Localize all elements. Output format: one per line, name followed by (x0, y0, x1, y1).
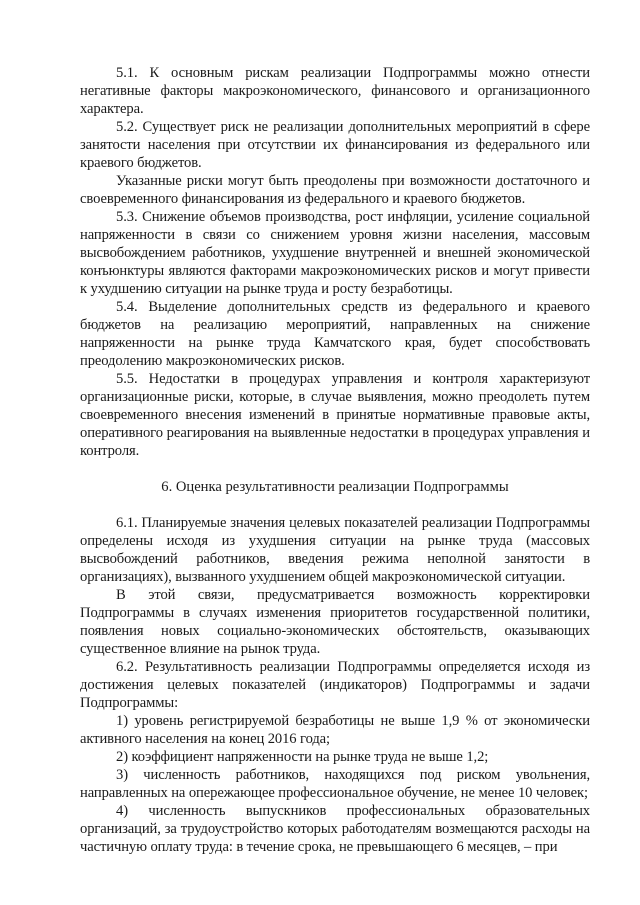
paragraph-risks-overcome: Указанные риски могут быть преодолены при возможности достаточного и своевременного финансирования из федерального и краевого бюджетов. (80, 173, 590, 207)
paragraph-adjustment: В этой связи, предусматривается возможность корректировки Подпрограммы в случаях изменения приоритетов государственной политики, появления новых социально-экономических обстоятельств, оказывающих существенное влияние на рынок труда. (80, 587, 590, 657)
paragraph-5-5: 5.5. Недостатки в процедурах управления и контроля характеризуют организационные риски, которые, в случае выявления, можно преодолеть путем своевременного внесения изменений в принятые нормативные правовые акты, оперативного реагирования на выявленные недостатки в процедурах управления и контроля. (80, 371, 590, 459)
paragraph-5-1: 5.1. К основным рискам реализации Подпрограммы можно отнести негативные факторы макроэкономического, финансового и организационного характера. (80, 65, 590, 117)
list-item-1: 1) уровень регистрируемой безработицы не выше 1,9 % от экономически активного населения на конец 2016 года; (80, 713, 590, 747)
document-body (80, 64, 590, 856)
paragraph-5-3: 5.3. Снижение объемов производства, рост инфляции, усиление социальной напряженности в связи со снижением уровня жизни населения, массовым высвобождением работников, ухудшение внутренней и внешней экономической конъюнктуры являются факторами макроэкономических рисков и могут привести к ухудшению ситуации на рынке труда и росту безработицы. (80, 209, 590, 297)
list-item-3: 3) численность работников, находящихся под риском увольнения, направленных на опережающее профессиональное обучение, не менее 10 человек; (80, 767, 590, 801)
paragraph-6-1: 6.1. Планируемые значения целевых показателей реализации Подпрограммы определены исходя из ухудшения ситуации на рынке труда (массовых высвобождений работников, введения режима неполной занятости в организациях), вызванного ухудшением общей макроэкономической ситуации. (80, 515, 590, 585)
paragraph-5-4: 5.4. Выделение дополнительных средств из федерального и краевого бюджетов на реализацию мероприятий, направленных на снижение напряженности на рынке труда Камчатского края, будет способствовать преодолению макроэкономических рисков. (80, 299, 590, 369)
list-item-4: 4) численность выпускников профессиональных образовательных организаций, за трудоустройство которых работодателям возмещаются расходы на частичную оплату труда: в течение срока, не превышающего 6 месяцев, – при (80, 803, 590, 855)
list-item-2: 2) коэффициент напряженности на рынке труда не выше 1,2; (116, 749, 489, 765)
section-heading: 6. Оценка результативности реализации Подпрограммы (161, 479, 509, 495)
paragraph-6-2: 6.2. Результативность реализации Подпрограммы определяется исходя из достижения целевых показателей (индикаторов) Подпрограммы и задачи Подпрограммы: (80, 659, 590, 711)
paragraph-5-2: 5.2. Существует риск не реализации дополнительных мероприятий в сфере занятости населения при отсутствии их финансирования из федерального или краевого бюджетов. (80, 119, 590, 171)
